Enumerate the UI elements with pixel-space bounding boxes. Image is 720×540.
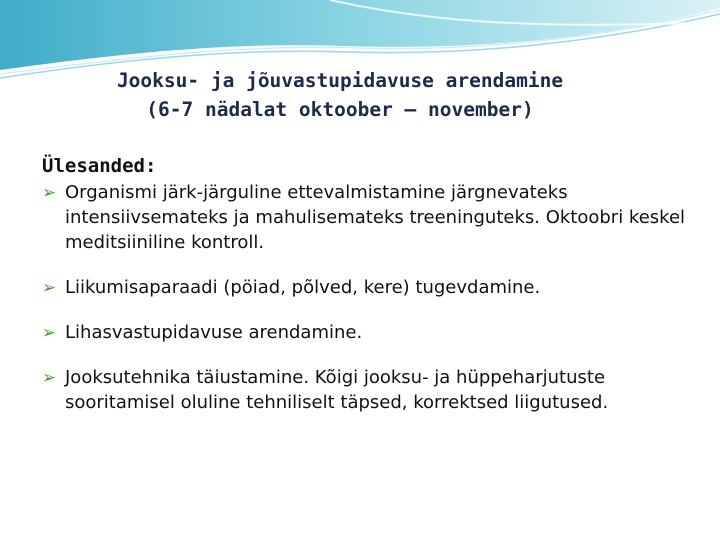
- task-list: [42, 180, 692, 415]
- arrow-right-icon: ➢: [42, 278, 57, 298]
- list-item: [42, 365, 692, 415]
- list-item: [42, 180, 692, 255]
- list-item: [42, 320, 692, 345]
- slide-content: [42, 152, 692, 435]
- arrow-right-icon: ➢: [42, 323, 57, 343]
- title-line-1: Jooksu- ja jõuvastupidavuse arendamine: [116, 69, 564, 92]
- list-item-text: Jooksutehnika täiustamine. Kõigi jooksu- ja hüppeharjutuste sooritamisel oluline tehniliselt täpsed, korrektsed liigutused.: [65, 367, 609, 413]
- arrow-right-icon: ➢: [42, 183, 57, 203]
- title-line-2: (6-7 nädalat oktoober – november): [146, 98, 534, 121]
- list-item: [42, 275, 692, 300]
- list-item-text: Organismi järk-järguline ettevalmistamine järgnevateks intensiivsemateks ja mahulisemateks treeninguteks. Oktoobri keskel meditsiiniline kontroll.: [65, 182, 686, 253]
- list-item-text: Liikumisaparaadi (pöiad, põlved, kere) tugevdamine.: [65, 277, 541, 298]
- tasks-heading: Ülesanded:: [42, 155, 157, 177]
- list-item-text: Lihasvastupidavuse arendamine.: [65, 322, 363, 343]
- slide-title: [30, 66, 650, 124]
- arrow-right-icon: ➢: [42, 368, 57, 388]
